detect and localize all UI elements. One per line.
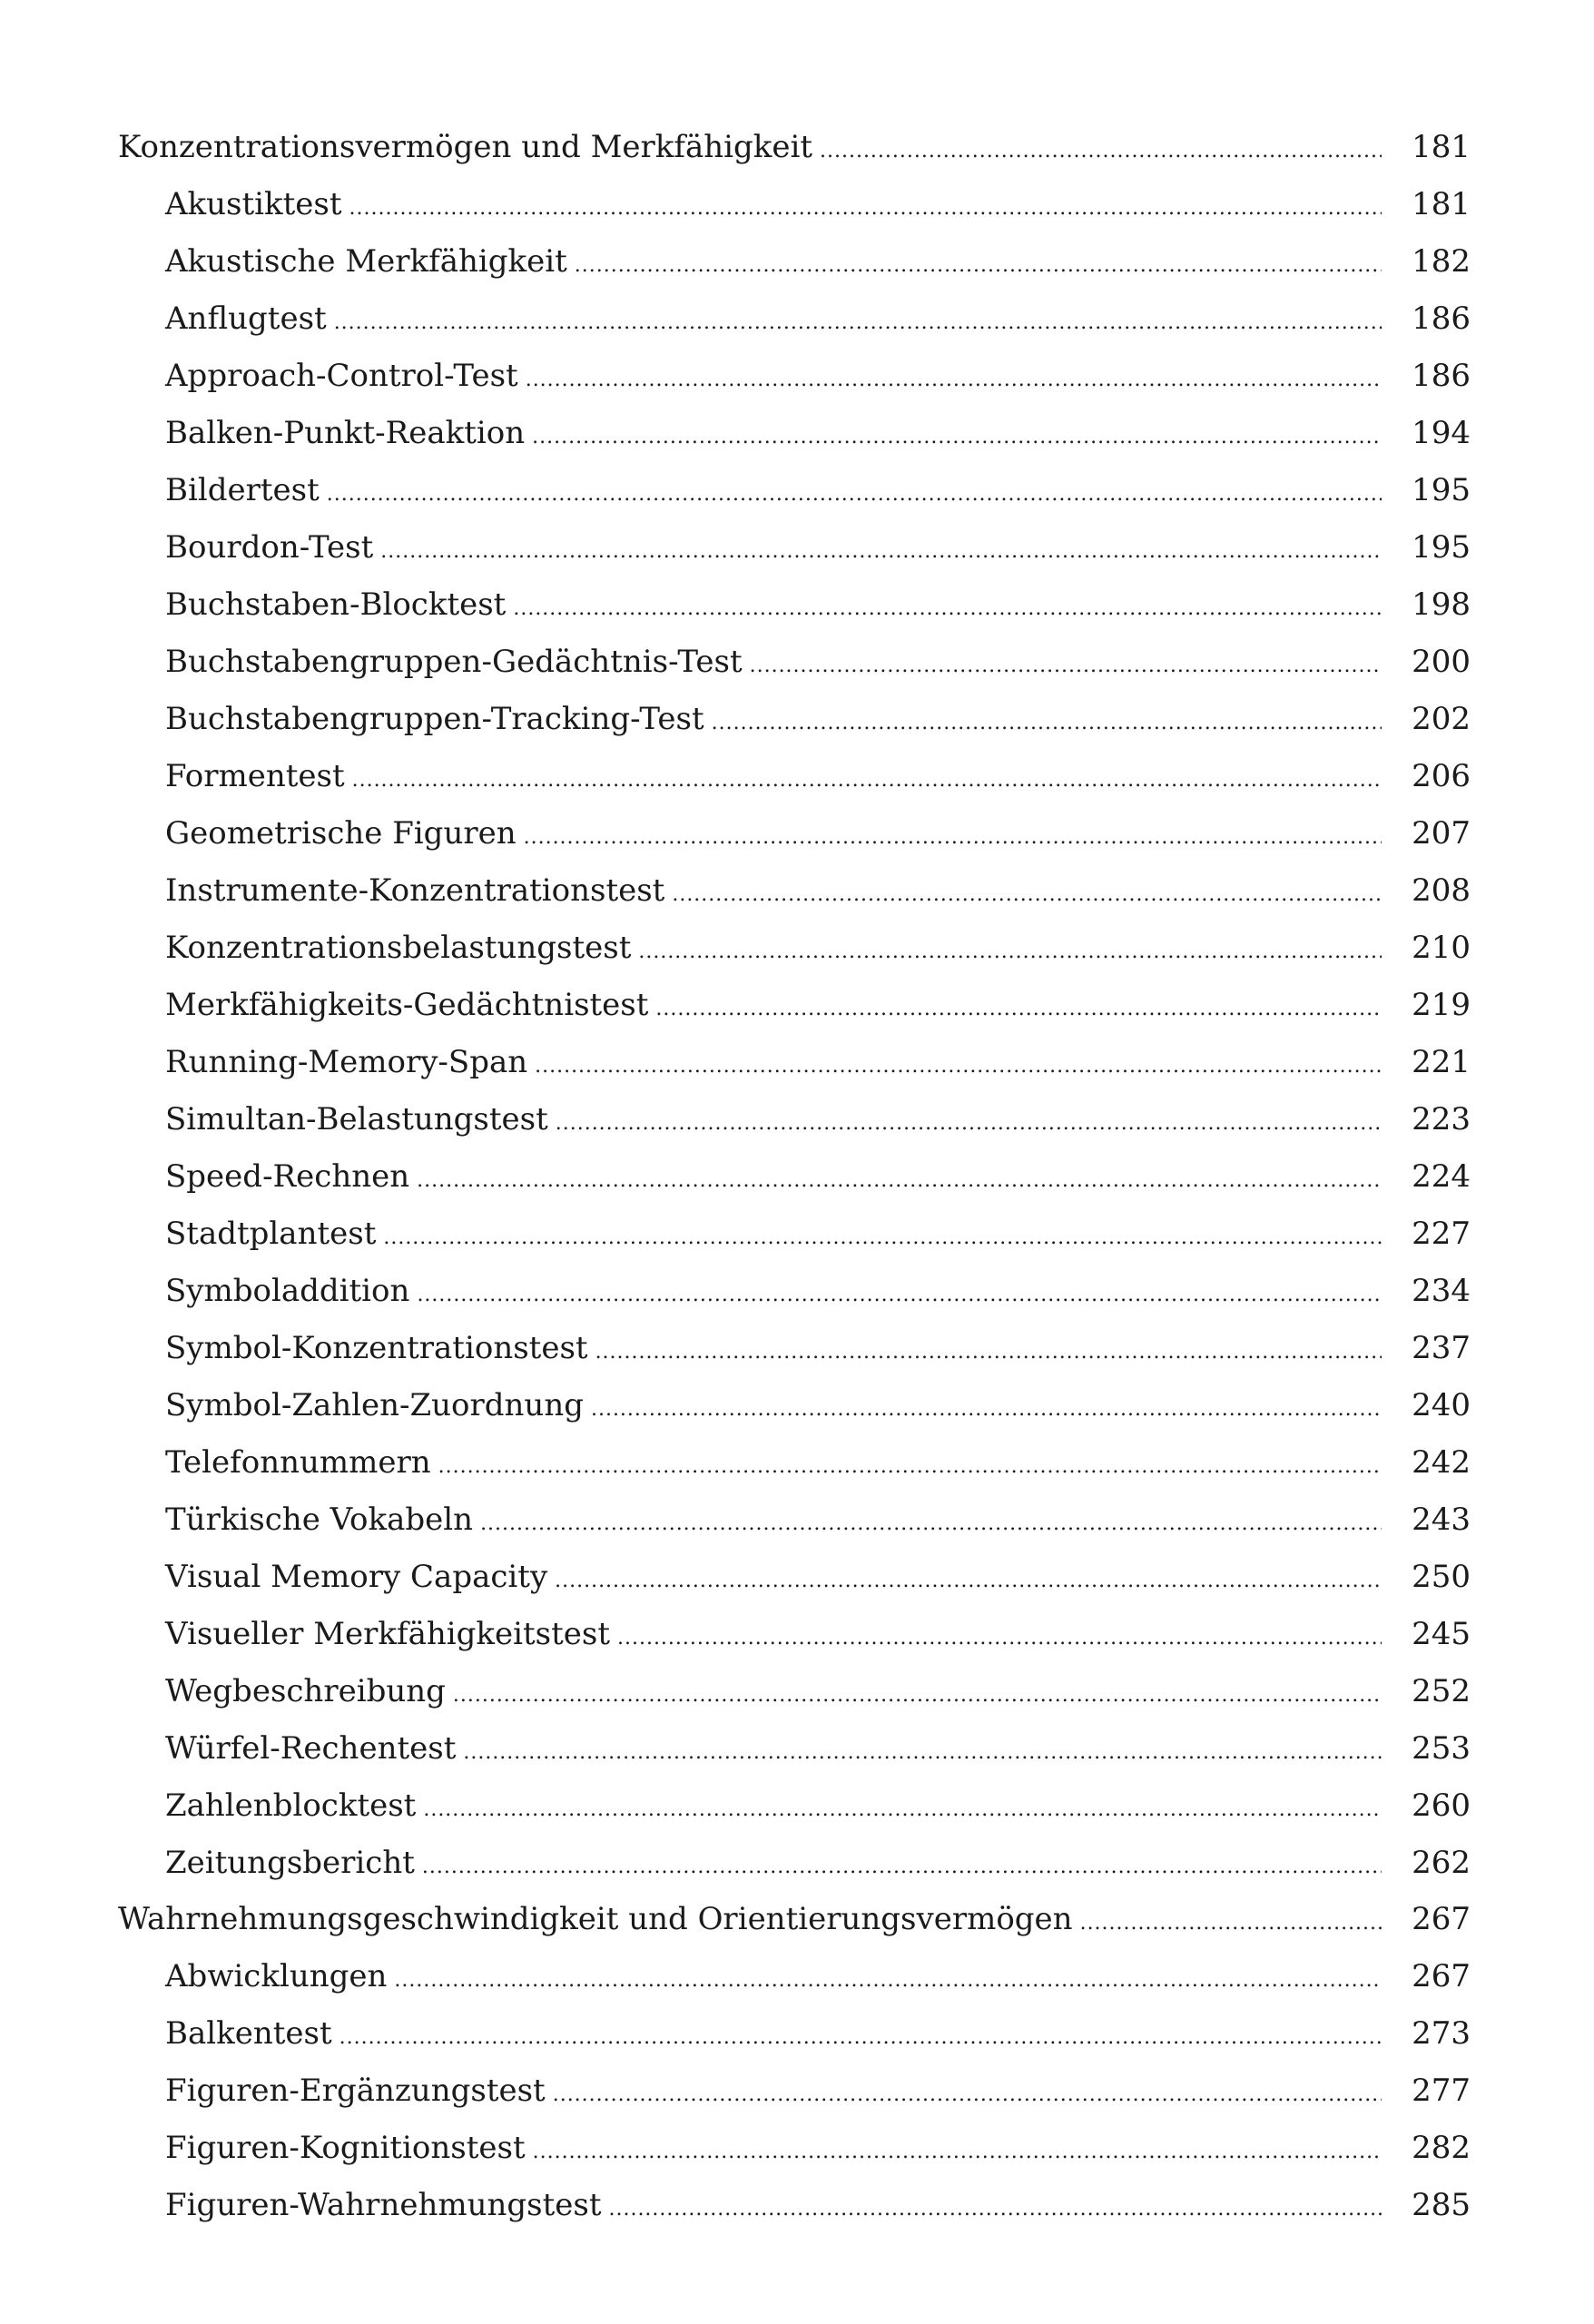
toc-entry xyxy=(118,1652,1471,1709)
toc-entry xyxy=(118,1080,1471,1137)
toc-entry-page-number: 277 xyxy=(1412,2073,1471,2109)
toc-entry-title: Visueller Merkfähigkeitstest xyxy=(165,1616,611,1652)
toc-entry-page-number: 240 xyxy=(1412,1387,1471,1423)
toc-entry-page-number: 252 xyxy=(1412,1673,1471,1709)
toc-entry xyxy=(118,451,1471,508)
toc-entry-page-number: 260 xyxy=(1412,1787,1471,1824)
toc-entry-title: Bourdon-Test xyxy=(165,529,374,566)
toc-entry xyxy=(118,852,1471,909)
toc-entry-title: Konzentrationsvermögen und Merkfähigkeit xyxy=(118,129,813,165)
toc-dot-leader xyxy=(394,1958,1382,1994)
toc-entry xyxy=(118,1137,1471,1195)
toc-entry-title: Konzentrationsbelastungstest xyxy=(165,930,632,966)
toc-dot-leader xyxy=(533,2130,1382,2166)
toc-dot-leader xyxy=(513,586,1382,623)
toc-dot-leader xyxy=(349,186,1382,222)
toc-entry-title: Figuren-Wahrnehmungstest xyxy=(165,2187,602,2223)
toc-dot-leader xyxy=(453,1673,1382,1709)
toc-entry-title: Buchstabengruppen-Tracking-Test xyxy=(165,701,704,737)
toc-dot-leader xyxy=(423,1787,1382,1824)
toc-entry xyxy=(118,1423,1471,1481)
toc-entry-title: Wahrnehmungsgeschwindigkeit und Orientierungsvermögen xyxy=(118,1901,1073,1937)
toc-entry xyxy=(118,165,1471,222)
toc-entry-title: Formentest xyxy=(165,758,345,794)
toc-dot-leader xyxy=(480,1502,1382,1538)
toc-entry xyxy=(118,1023,1471,1080)
toc-entry-page-number: 285 xyxy=(1412,2187,1471,2223)
toc-entry xyxy=(118,1538,1471,1595)
toc-entry-title: Simultan-Belastungstest xyxy=(165,1101,548,1137)
toc-entry xyxy=(118,394,1471,451)
toc-entry xyxy=(118,1366,1471,1423)
toc-dot-leader xyxy=(417,1273,1382,1309)
toc-dot-leader xyxy=(526,358,1382,394)
toc-entry xyxy=(118,680,1471,737)
toc-entry xyxy=(118,2109,1471,2166)
toc-entry-title: Balken-Punkt-Reaktion xyxy=(165,415,526,451)
toc-entry xyxy=(118,1195,1471,1252)
toc-dot-leader xyxy=(553,2073,1382,2109)
toc-entry-page-number: 267 xyxy=(1412,1901,1471,1937)
toc-dot-leader xyxy=(672,872,1382,909)
toc-entry-page-number: 181 xyxy=(1412,186,1471,222)
toc-entry-page-number: 224 xyxy=(1412,1158,1471,1195)
toc-dot-leader xyxy=(555,1559,1382,1595)
toc-dot-leader xyxy=(327,472,1382,508)
toc-dot-leader xyxy=(532,415,1382,451)
toc-entry-title: Anflugtest xyxy=(165,300,327,337)
toc-entry-page-number: 237 xyxy=(1412,1330,1471,1366)
toc-dot-leader xyxy=(352,758,1382,794)
toc-entry xyxy=(118,1595,1471,1652)
toc-dot-leader xyxy=(750,644,1382,680)
toc-dot-leader xyxy=(617,1616,1382,1652)
toc-entry xyxy=(118,966,1471,1023)
toc-entry-page-number: 245 xyxy=(1412,1616,1471,1652)
toc-entry-title: Wegbeschreibung xyxy=(165,1673,446,1709)
toc-entry-page-number: 223 xyxy=(1412,1101,1471,1137)
toc-dot-leader xyxy=(417,1158,1382,1195)
toc-entry-title: Merkfähigkeits-Gedächtnistest xyxy=(165,987,649,1023)
toc-entry xyxy=(118,1824,1471,1881)
toc-dot-leader xyxy=(595,1330,1382,1366)
toc-entry-page-number: 210 xyxy=(1412,930,1471,966)
toc-dot-leader xyxy=(638,930,1382,966)
toc-entry-title: Symbol-Zahlen-Zuordnung xyxy=(165,1387,584,1423)
toc-entry-page-number: 182 xyxy=(1412,243,1471,280)
toc-entry-title: Würfel-Rechentest xyxy=(165,1730,457,1767)
toc-entry-title: Buchstaben-Blocktest xyxy=(165,586,507,623)
toc-dot-leader xyxy=(334,300,1382,337)
toc-entry-page-number: 250 xyxy=(1412,1559,1471,1595)
toc-entry-title: Visual Memory Capacity xyxy=(165,1559,548,1595)
toc-entry xyxy=(118,909,1471,966)
toc-entry-title: Türkische Vokabeln xyxy=(165,1502,474,1538)
toc-entry-page-number: 273 xyxy=(1412,2015,1471,2052)
toc-entry-title: Akustische Merkfähigkeit xyxy=(165,243,567,280)
toc-entry-title: Instrumente-Konzentrationstest xyxy=(165,872,665,909)
toc-entry-page-number: 219 xyxy=(1412,987,1471,1023)
toc-entry-page-number: 243 xyxy=(1412,1502,1471,1538)
toc-entry-title: Balkentest xyxy=(165,2015,332,2052)
toc-entry-title: Stadtplantest xyxy=(165,1216,377,1252)
toc-entry-title: Speed-Rechnen xyxy=(165,1158,410,1195)
toc-dot-leader xyxy=(1080,1901,1382,1937)
toc-dot-leader xyxy=(591,1387,1382,1423)
toc-entry xyxy=(118,2166,1471,2223)
toc-dot-leader xyxy=(535,1044,1382,1080)
toc-entry xyxy=(118,2052,1471,2109)
toc-entry-title: Bildertest xyxy=(165,472,320,508)
toc-entry-title: Zeitungsbericht xyxy=(165,1845,415,1881)
toc-entry-page-number: 194 xyxy=(1412,415,1471,451)
toc-section-entry xyxy=(118,1881,1471,1937)
toc-entry-page-number: 186 xyxy=(1412,358,1471,394)
toc-entry-title: Zahlenblocktest xyxy=(165,1787,417,1824)
toc-entry-title: Symboladdition xyxy=(165,1273,410,1309)
toc-entry xyxy=(118,1994,1471,2052)
toc-dot-leader xyxy=(383,1216,1382,1252)
toc-dot-leader xyxy=(438,1444,1382,1481)
toc-entry-page-number: 282 xyxy=(1412,2130,1471,2166)
toc-dot-leader xyxy=(556,1101,1382,1137)
toc-dot-leader xyxy=(712,701,1382,737)
toc-entry-title: Figuren-Kognitionstest xyxy=(165,2130,526,2166)
toc-entry xyxy=(118,1937,1471,1994)
toc-entry-page-number: 253 xyxy=(1412,1730,1471,1767)
toc-entry-page-number: 242 xyxy=(1412,1444,1471,1481)
toc-entry xyxy=(118,623,1471,680)
toc-entry xyxy=(118,222,1471,280)
toc-entry-title: Running-Memory-Span xyxy=(165,1044,528,1080)
toc-entry-title: Abwicklungen xyxy=(165,1958,388,1994)
toc-dot-leader xyxy=(609,2187,1382,2223)
toc-entry xyxy=(118,1309,1471,1366)
toc-entry xyxy=(118,1252,1471,1309)
toc-dot-leader xyxy=(339,2015,1382,2052)
toc-dot-leader xyxy=(655,987,1382,1023)
toc-dot-leader xyxy=(575,243,1382,280)
toc-dot-leader xyxy=(422,1845,1382,1881)
toc-entry-page-number: 208 xyxy=(1412,872,1471,909)
toc-entry-title: Telefonnummern xyxy=(165,1444,431,1481)
toc-entry-page-number: 267 xyxy=(1412,1958,1471,1994)
toc-entry-page-number: 202 xyxy=(1412,701,1471,737)
toc-entry xyxy=(118,1481,1471,1538)
toc-entry xyxy=(118,280,1471,337)
toc-entry-page-number: 227 xyxy=(1412,1216,1471,1252)
toc-section-entry xyxy=(118,109,1471,165)
toc-entry-page-number: 195 xyxy=(1412,472,1471,508)
toc-entry-page-number: 195 xyxy=(1412,529,1471,566)
toc-dot-leader xyxy=(463,1730,1382,1767)
toc-entry xyxy=(118,1767,1471,1824)
toc-entry-page-number: 221 xyxy=(1412,1044,1471,1080)
toc-entry-page-number: 198 xyxy=(1412,586,1471,623)
toc-entry xyxy=(118,566,1471,623)
table-of-contents xyxy=(118,109,1471,2223)
toc-entry-page-number: 186 xyxy=(1412,300,1471,337)
toc-entry-page-number: 181 xyxy=(1412,129,1471,165)
toc-entry-title: Symbol-Konzentrationstest xyxy=(165,1330,588,1366)
toc-entry xyxy=(118,794,1471,852)
toc-entry-title: Approach-Control-Test xyxy=(165,358,518,394)
toc-entry-page-number: 200 xyxy=(1412,644,1471,680)
toc-entry-title: Buchstabengruppen-Gedächtnis-Test xyxy=(165,644,743,680)
toc-entry xyxy=(118,1709,1471,1767)
toc-entry xyxy=(118,737,1471,794)
toc-entry xyxy=(118,508,1471,566)
toc-dot-leader xyxy=(380,529,1382,566)
toc-entry-page-number: 262 xyxy=(1412,1845,1471,1881)
toc-entry-page-number: 234 xyxy=(1412,1273,1471,1309)
toc-entry xyxy=(118,337,1471,394)
toc-dot-leader xyxy=(524,815,1382,852)
toc-entry-title: Geometrische Figuren xyxy=(165,815,517,852)
toc-entry-title: Figuren-Ergänzungstest xyxy=(165,2073,546,2109)
toc-entry-page-number: 206 xyxy=(1412,758,1471,794)
toc-entry-page-number: 207 xyxy=(1412,815,1471,852)
toc-entry-title: Akustiktest xyxy=(165,186,342,222)
toc-dot-leader xyxy=(820,129,1382,165)
